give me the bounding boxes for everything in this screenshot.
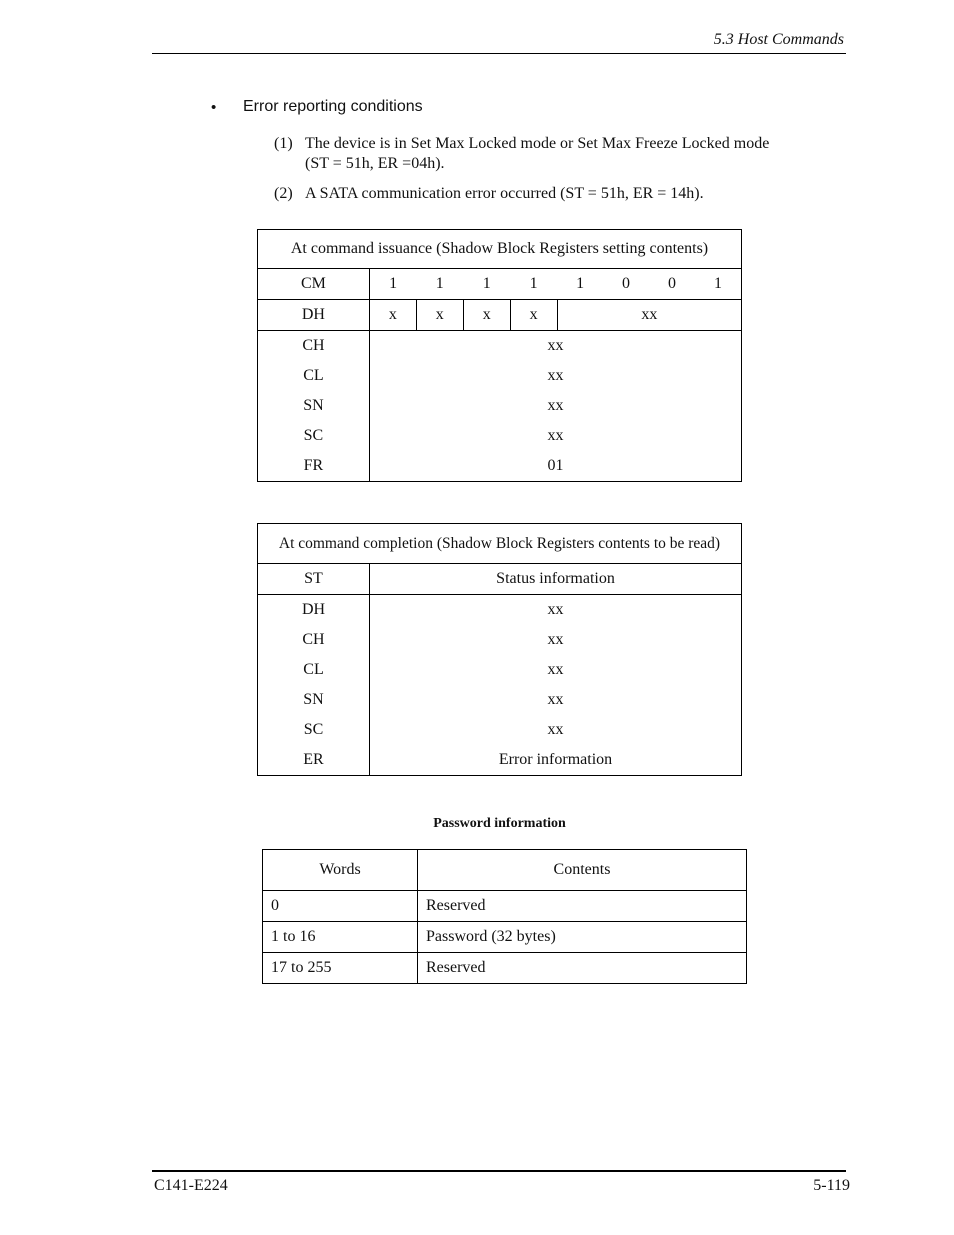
bit-cell: x xyxy=(463,300,510,331)
register-label: SC xyxy=(258,715,370,745)
register-label: ER xyxy=(258,745,370,776)
register-label: SN xyxy=(258,685,370,715)
header-rule xyxy=(152,53,846,54)
register-label: CL xyxy=(258,655,370,685)
table-row xyxy=(258,331,742,362)
register-label: FR xyxy=(258,451,370,482)
column-header: Contents xyxy=(418,850,747,891)
value-cell: 01 xyxy=(369,451,741,482)
bit-cell: 1 xyxy=(416,269,463,300)
table-row xyxy=(258,685,742,715)
bit-cell: 1 xyxy=(510,269,557,300)
table-row xyxy=(258,421,742,451)
condition-text: A SATA communication error occurred (ST = 51h, ER = 14h). xyxy=(305,185,704,202)
register-label: DH xyxy=(258,595,370,626)
table-row xyxy=(258,655,742,685)
table-row xyxy=(258,715,742,745)
register-label: CH xyxy=(258,625,370,655)
register-label: ST xyxy=(258,564,370,595)
value-cell: xx xyxy=(370,715,742,745)
table-row xyxy=(258,269,742,300)
table-row xyxy=(258,300,742,331)
bit-cell: 0 xyxy=(649,269,695,300)
register-label: SC xyxy=(258,421,370,451)
value-cell: Error information xyxy=(370,745,742,776)
table-title: Password information xyxy=(433,816,566,831)
table-cell: 17 to 255 xyxy=(263,953,418,984)
register-label: SN xyxy=(258,391,370,421)
value-cell: xx xyxy=(369,421,741,451)
bullet-icon: • xyxy=(211,99,217,116)
footer-rule xyxy=(152,1170,846,1172)
bit-cell: 0 xyxy=(603,269,649,300)
table-row xyxy=(258,451,742,482)
issuance-register-table xyxy=(257,229,742,482)
bit-cell: x xyxy=(510,300,557,331)
value-cell: xx xyxy=(369,361,741,391)
condition-text xyxy=(305,134,769,174)
condition-line: (ST = 51h, ER =04h). xyxy=(305,155,445,172)
table-row xyxy=(258,391,742,421)
table-row xyxy=(258,625,742,655)
value-cell: Status information xyxy=(370,564,742,595)
table-row xyxy=(258,361,742,391)
table-cell: Password (32 bytes) xyxy=(418,922,747,953)
table-row xyxy=(258,564,742,595)
completion-register-table xyxy=(257,523,742,776)
page-number: 5-119 xyxy=(813,1177,850,1194)
bit-cell: 1 xyxy=(557,269,603,300)
register-label: CH xyxy=(258,331,370,362)
password-info-table xyxy=(262,849,747,984)
value-cell: xx xyxy=(557,300,741,331)
column-header: Words xyxy=(263,850,418,891)
condition-item xyxy=(274,134,834,174)
value-cell: xx xyxy=(369,331,741,362)
document-id: C141-E224 xyxy=(154,1177,228,1194)
bit-cell: x xyxy=(369,300,416,331)
bit-cell: 1 xyxy=(463,269,510,300)
bit-cell: x xyxy=(416,300,463,331)
table-row xyxy=(258,595,742,626)
register-label: CM xyxy=(258,269,370,300)
table-cell: 0 xyxy=(263,891,418,922)
register-label: DH xyxy=(258,300,370,331)
register-label: CL xyxy=(258,361,370,391)
condition-line: The device is in Set Max Locked mode or Set Max Freeze Locked mode xyxy=(305,135,770,152)
table-header-row xyxy=(263,850,747,891)
table-caption: At command issuance (Shadow Block Registers setting contents) xyxy=(258,230,742,269)
value-cell: xx xyxy=(369,391,741,421)
value-cell: xx xyxy=(370,685,742,715)
table-caption: At command completion (Shadow Block Registers contents to be read) xyxy=(258,524,742,564)
value-cell: xx xyxy=(370,595,742,626)
table-row xyxy=(263,953,747,984)
value-cell: xx xyxy=(370,655,742,685)
bit-cell: 1 xyxy=(369,269,416,300)
table-row xyxy=(263,922,747,953)
condition-number: (1) xyxy=(274,135,293,152)
table-row xyxy=(258,745,742,776)
value-cell: xx xyxy=(370,625,742,655)
condition-number: (2) xyxy=(274,185,293,202)
section-heading: Error reporting conditions xyxy=(243,98,423,115)
table-row xyxy=(263,891,747,922)
table-cell: Reserved xyxy=(418,953,747,984)
bit-cell: 1 xyxy=(695,269,742,300)
table-cell: Reserved xyxy=(418,891,747,922)
running-header: 5.3 Host Commands xyxy=(713,31,844,48)
condition-item xyxy=(274,184,834,204)
table-cell: 1 to 16 xyxy=(263,922,418,953)
